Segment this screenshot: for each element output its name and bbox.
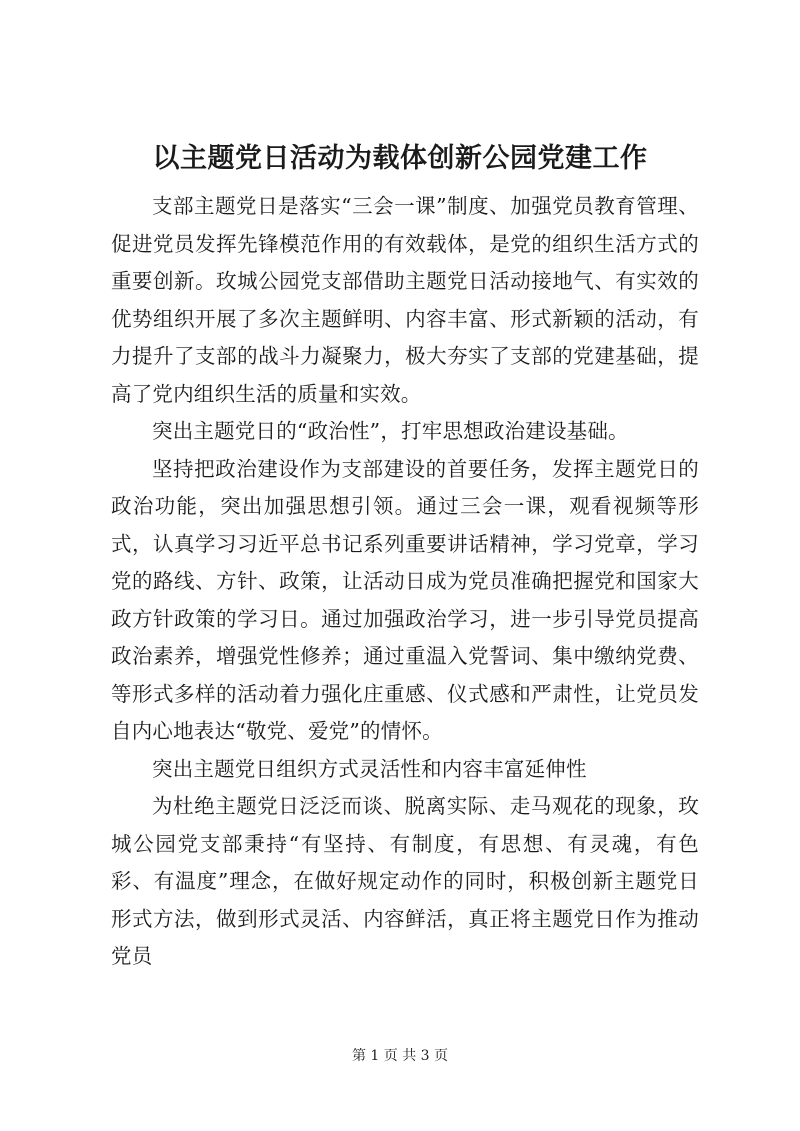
document-title: 以主题党日活动为载体创新公园党建工作 [152, 143, 648, 174]
paragraph-flexibility: 为杜绝主题党日泛泛而谈、脱离实际、走马观花的现象，玫城公园党支部秉持“有坚持、有制度，有思想、有灵魂，有色彩、有温度”理念，在做好规定动作的同时，积极创新主题党日形式方法，做到形式灵活、内容鲜活，真正将主题党日作为推动党员 [111, 794, 699, 968]
paragraph-intro: 支部主题党日是落实“三会一课”制度、加强党员教育管理、促进党员发挥先锋模范作用的有效载体，是党的组织生活方式的重要创新。玫城公园党支部借助主题党日活动接地气、有实效的优势组织开展了多次主题鲜明、内容丰富、形式新颖的活动，有力提升了支部的战斗力凝聚力，极大夯实了支部的党建基础，提高了党内组织生活的质量和实效。 [111, 194, 699, 406]
paragraph-political: 坚持把政治建设作为支部建设的首要任务，发挥主题党日的政治功能，突出加强思想引领。通过三会一课，观看视频等形式，认真学习习近平总书记系列重要讲话精神，学习党章，学习党的路线、方针、政策，让活动日成为党员准确把握党和国家大政方针政策的学习日。通过加强政治学习，进一步引导党员提高政治素养，增强党性修养；通过重温入党誓词、集中缴纳党费、等形式多样的活动着力强化庄重感、仪式感和严肃性，让党员发自内心地表达“敬党、爱党”的情怀。 [111, 456, 699, 743]
section-heading-political: 突出主题党日的“政治性”，打牢思想政治建设基础。 [152, 419, 629, 443]
page-footer: 第 1 页 共 3 页 [351, 1048, 449, 1064]
document-body [111, 188, 699, 976]
section-heading-flexibility: 突出主题党日组织方式灵活性和内容丰富延伸性 [152, 756, 587, 781]
